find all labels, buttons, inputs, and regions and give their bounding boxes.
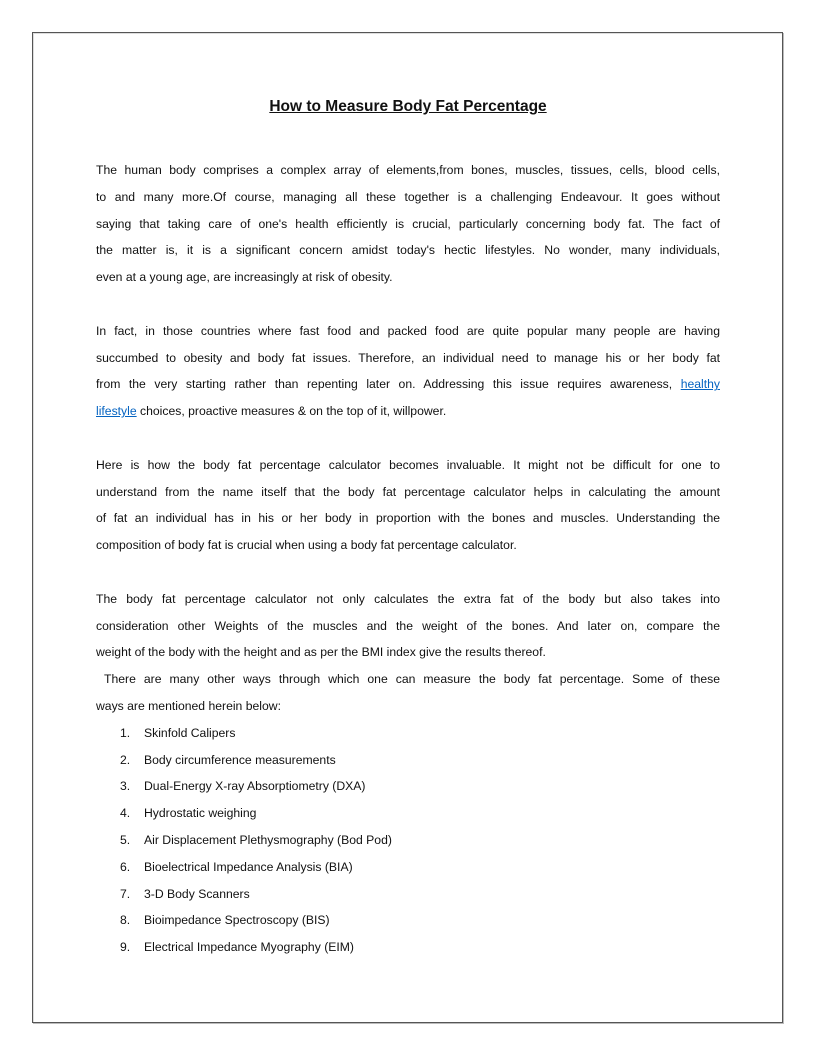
- healthy-lifestyle-link[interactable]: healthy: [680, 377, 720, 392]
- text-line: understand from the name itself that the body fat percentage calculator helps in calculating the amount: [96, 484, 720, 499]
- paragraph-intro: [96, 157, 720, 291]
- paragraph-bmi: [96, 586, 720, 666]
- list-text: Air Displacement Plethysmography (Bod Pod): [144, 832, 392, 847]
- text-line: weight of the body with the height and as per the BMI index give the results thereof.: [96, 645, 546, 660]
- paragraph-calculator: [96, 452, 720, 559]
- text-line: succumbed to obesity and body fat issues. Therefore, an individual need to manage his or her body fat: [96, 350, 720, 365]
- text-line: Here is how the body fat percentage calculator becomes invaluable. It might not be difficult for one to: [96, 457, 720, 472]
- text-line: The human body comprises a complex array of elements,from bones, muscles, tissues, cells, blood cells,: [96, 163, 720, 177]
- text-segment: choices, proactive measures & on the top of it, willpower.: [136, 404, 447, 419]
- paragraph-obesity: [96, 318, 720, 425]
- list-item: [96, 720, 720, 747]
- list-item: [96, 800, 720, 827]
- text-line: There are many other ways through which one can measure the body fat percentage. Some of these: [96, 672, 720, 687]
- text-line: consideration other Weights of the muscles and the weight of the bones. And later on, compare the: [96, 618, 720, 633]
- list-text: Bioelectrical Impedance Analysis (BIA): [144, 859, 353, 874]
- list-text: Dual-Energy X-ray Absorptiometry (DXA): [144, 779, 366, 794]
- list-item: [96, 854, 720, 881]
- text-line: the matter is, it is a significant concern amidst today's hectic lifestyles. No wonder, many individuals,: [96, 243, 720, 258]
- text-line: The body fat percentage calculator not only calculates the extra fat of the body but also takes into: [96, 591, 720, 606]
- list-text: Skinfold Calipers: [144, 725, 236, 740]
- list-item: [96, 747, 720, 774]
- list-number: 9.: [120, 940, 131, 955]
- list-text: Bioimpedance Spectroscopy (BIS): [144, 913, 330, 928]
- page-title: How to Measure Body Fat Percentage: [269, 98, 547, 115]
- text-line: even at a young age, are increasingly at risk of obesity.: [96, 270, 393, 285]
- list-number: 7.: [120, 886, 131, 901]
- list-number: 5.: [120, 832, 131, 847]
- list-item: [96, 934, 720, 961]
- paragraph-methods-intro: [96, 666, 720, 720]
- list-item: [96, 773, 720, 800]
- healthy-lifestyle-link[interactable]: lifestyle: [96, 404, 137, 419]
- list-text: Hydrostatic weighing: [144, 806, 257, 821]
- text-line: of fat an individual has in his or her body in proportion with the bones and muscles. Understanding the: [96, 511, 720, 526]
- list-number: 1.: [120, 725, 131, 740]
- list-text: Body circumference measurements: [144, 752, 336, 767]
- text-line: [96, 398, 720, 425]
- text-line: composition of body fat is crucial when using a body fat percentage calculator.: [96, 538, 517, 553]
- list-text: 3-D Body Scanners: [144, 886, 250, 901]
- text-line: to and many more.Of course, managing all these together is a challenging Endeavour. It goes without: [96, 189, 720, 204]
- text-line: In fact, in those countries where fast food and packed food are quite popular many people are having: [96, 323, 720, 338]
- document-body: [96, 157, 720, 961]
- methods-list: [96, 720, 720, 961]
- list-number: 8.: [120, 913, 131, 928]
- list-number: 2.: [120, 752, 131, 767]
- text-line: saying that taking care of one's health efficiently is crucial, particularly concerning body fat. The fact of: [96, 216, 720, 231]
- text-line: [96, 371, 720, 398]
- list-text: Electrical Impedance Myography (EIM): [144, 940, 354, 955]
- list-number: 4.: [120, 806, 131, 821]
- list-number: 6.: [120, 859, 131, 874]
- text-line: ways are mentioned herein below:: [96, 698, 281, 713]
- list-number: 3.: [120, 779, 131, 794]
- text-segment: from the very starting rather than repenting later on. Addressing this issue requires awareness,: [96, 377, 673, 392]
- list-item: [96, 907, 720, 934]
- list-item: [96, 881, 720, 908]
- list-item: [96, 827, 720, 854]
